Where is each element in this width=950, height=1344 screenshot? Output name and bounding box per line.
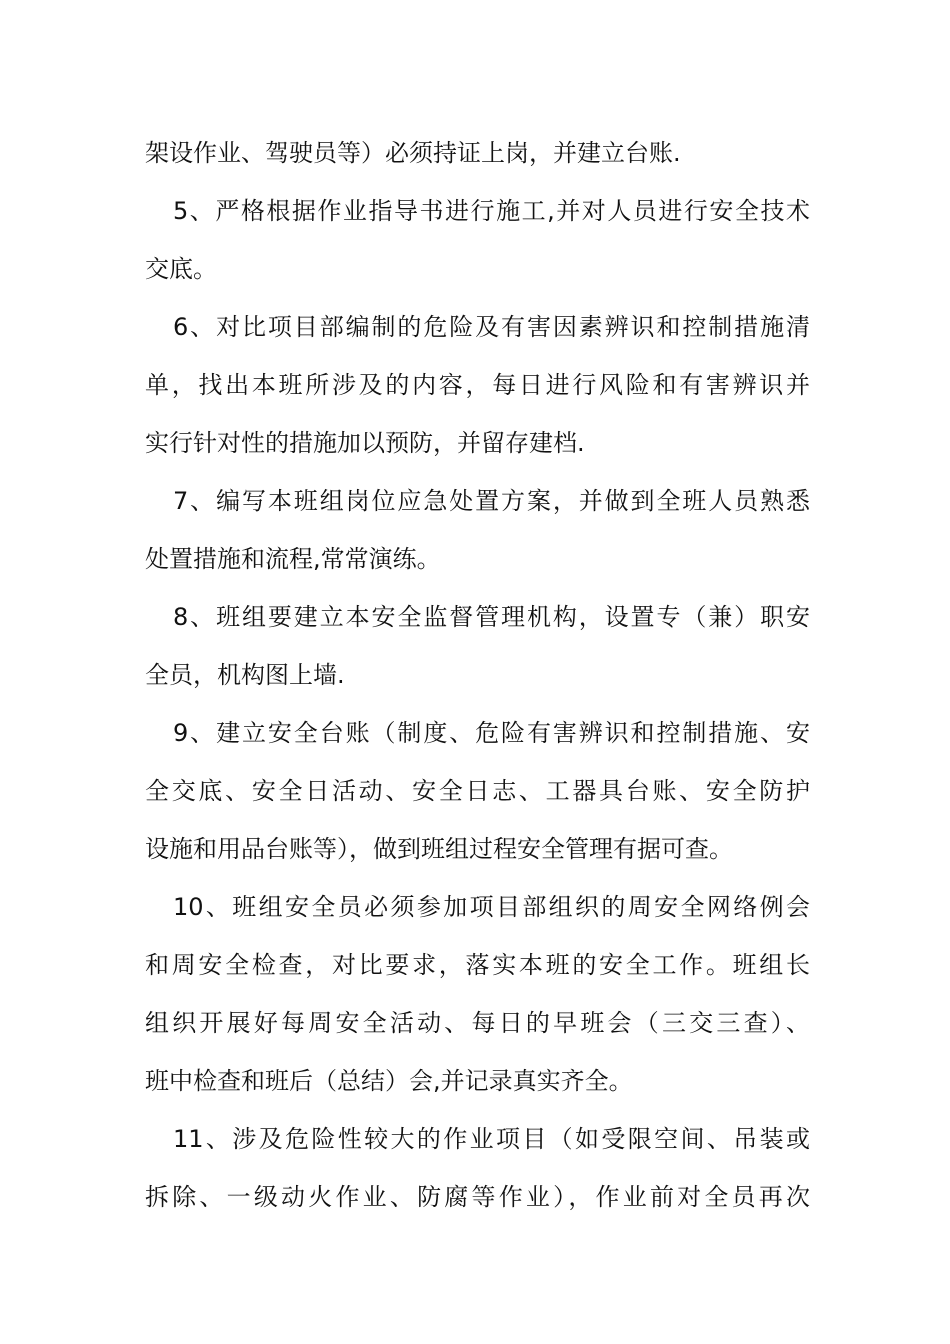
text-line: 5、严格根据作业指导书进行施工,并对人员进行安全技术: [173, 197, 810, 225]
text-line: 实行针对性的措施加以预防，并留存建档.: [145, 429, 585, 457]
text-line: 单，找出本班所涉及的内容，每日进行风险和有害辨识并: [145, 371, 810, 399]
text-line: 6、对比项目部编制的危险及有害因素辨识和控制措施清: [173, 313, 810, 341]
text-line: 9、建立安全台账（制度、危险有害辨识和控制措施、安: [173, 719, 810, 747]
text-line: 8、班组要建立本安全监督管理机构，设置专（兼）职安: [173, 603, 810, 631]
text-line: 全员，机构图上墙.: [145, 661, 345, 689]
text-line: 架设作业、驾驶员等）必须持证上岗，并建立台账.: [145, 139, 681, 167]
text-line: 全交底、安全日活动、安全日志、工器具台账、安全防护: [145, 777, 810, 805]
text-line: 11、涉及危险性较大的作业项目（如受限空间、吊装或: [173, 1125, 810, 1153]
text-line: 组织开展好每周安全活动、每日的早班会（三交三查）、: [145, 1009, 810, 1037]
text-line: 拆除、一级动火作业、防腐等作业），作业前对全员再次: [145, 1183, 810, 1211]
text-line: 7、编写本班组岗位应急处置方案，并做到全班人员熟悉: [173, 487, 810, 515]
text-line: 交底。: [145, 255, 217, 283]
text-line: 10、班组安全员必须参加项目部组织的周安全网络例会: [173, 893, 810, 921]
text-line: 处置措施和流程,常常演练。: [145, 545, 441, 573]
text-line: 班中检查和班后（总结）会,并记录真实齐全。: [145, 1067, 633, 1095]
document-body: [145, 124, 810, 1226]
text-line: 设施和用品台账等），做到班组过程安全管理有据可查。: [145, 835, 733, 863]
text-line: 和周安全检查，对比要求，落实本班的安全工作。班组长: [145, 951, 810, 979]
